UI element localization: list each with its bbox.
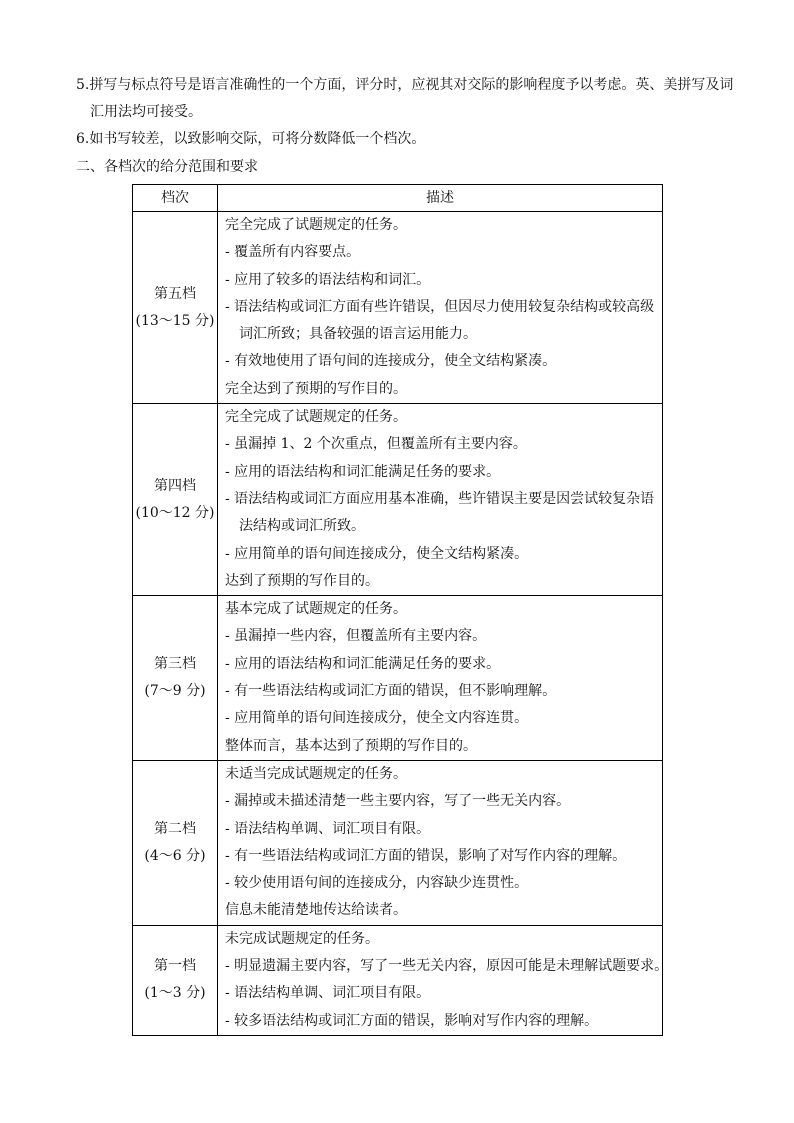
description-line: - 应用简单的语句间连接成分，使全文结构紧凑。	[225, 545, 529, 562]
description-line: - 语法结构单调、词汇项目有限。	[225, 985, 431, 1002]
description-line-continued: 词汇所致；具备较强的语言运用能力。	[239, 326, 477, 343]
level-cell	[133, 404, 218, 596]
description-line: - 语法结构单调、词汇项目有限。	[225, 820, 431, 837]
section-heading: 二、各档次的给分范围和要求	[76, 159, 258, 175]
level-cell	[133, 925, 218, 1035]
description-line: - 明显遗漏主要内容，写了一些无关内容，原因可能是未理解试题要求。	[225, 958, 669, 975]
table-row	[133, 212, 663, 404]
level-range: (10～12 分)	[135, 504, 215, 521]
grading-table	[132, 184, 669, 1036]
level-cell	[133, 596, 218, 761]
description-line: - 有一些语法结构或词汇方面的错误，影响了对写作内容的理解。	[225, 847, 627, 864]
description-item	[225, 294, 658, 349]
level-range: (7～9 分)	[144, 683, 206, 700]
level-range: (13～15 分)	[135, 312, 215, 329]
table-row	[133, 925, 663, 1035]
header-level: 档次	[133, 185, 218, 212]
level-name: 第二档	[154, 820, 196, 837]
level-name: 第三档	[154, 656, 196, 673]
description-line: 完全完成了试题规定的任务。	[225, 409, 407, 426]
level-cell	[133, 212, 218, 404]
description-line: - 有一些语法结构或词汇方面的错误，但不影响理解。	[225, 683, 557, 700]
description-cell	[218, 760, 663, 925]
note-5-line-2: 汇用法均可接受。	[90, 104, 202, 120]
description-line: - 应用的语法结构和词汇能满足任务的要求。	[225, 655, 501, 672]
level-range: (4～6 分)	[144, 847, 206, 864]
note-5	[76, 72, 736, 126]
table-header-row	[133, 185, 663, 212]
description-cell	[218, 212, 663, 404]
level-name: 第五档	[154, 285, 196, 302]
description-line: - 语法结构或词汇方面应用基本准确，些许错误主要是因尝试较复杂语	[225, 490, 655, 507]
description-line-continued: 法结构或词汇所致。	[239, 518, 365, 535]
description-line: - 较多语法结构或词汇方面的错误，影响对写作内容的理解。	[225, 1012, 599, 1029]
level-name: 第一档	[154, 958, 196, 975]
table-row	[133, 760, 663, 925]
description-line: - 应用了较多的语法结构和词汇。	[225, 271, 431, 288]
description-line: - 应用的语法结构和词汇能满足任务的要求。	[225, 463, 501, 480]
description-line: 基本完成了试题规定的任务。	[225, 601, 407, 618]
header-description: 描述	[218, 185, 663, 212]
description-line: 完全完成了试题规定的任务。	[225, 217, 407, 233]
description-line: - 语法结构或词汇方面有些许错误，但因尽力使用较复杂结构或较高级	[225, 298, 655, 315]
description-line: 未适当完成试题规定的任务。	[225, 765, 407, 782]
level-cell	[133, 760, 218, 925]
description-line: - 漏掉或未描述清楚一些主要内容，写了一些无关内容。	[225, 793, 571, 810]
description-line: 整体而言，基本达到了预期的写作目的。	[225, 737, 477, 754]
description-line: - 较少使用语句间的连接成分，内容缺少连贯性。	[225, 875, 529, 892]
description-cell	[218, 925, 669, 1035]
note-5-line-1: 5.拼写与标点符号是语言准确性的一个方面，评分时，应视其对交际的影响程度予以考虑。英、美拼写及词	[76, 77, 734, 93]
description-line: 达到了预期的写作目的。	[225, 572, 379, 589]
description-cell	[218, 404, 663, 596]
description-line: - 有效地使用了语句间的连接成分，使全文结构紧凑。	[225, 353, 557, 370]
description-line: 未完成试题规定的任务。	[225, 930, 379, 947]
note-6: 6.如书写较差，以致影响交际，可将分数降低一个档次。	[76, 131, 426, 147]
level-name: 第四档	[154, 477, 196, 494]
description-line: - 虽漏掉一些内容，但覆盖所有主要内容。	[225, 628, 487, 645]
description-line: - 覆盖所有内容要点。	[225, 244, 361, 261]
level-range: (1～3 分)	[144, 985, 206, 1002]
table-row	[133, 596, 663, 761]
description-line: 完全达到了预期的写作目的。	[225, 380, 407, 397]
table-row	[133, 404, 663, 596]
description-line: 信息未能清楚地传达给读者。	[225, 902, 407, 919]
description-line: - 应用简单的语句间连接成分，使全文内容连贯。	[225, 710, 529, 727]
description-cell	[218, 596, 663, 761]
description-item	[225, 486, 658, 541]
description-line: - 虽漏掉 1、2 个次重点，但覆盖所有主要内容。	[225, 436, 527, 453]
